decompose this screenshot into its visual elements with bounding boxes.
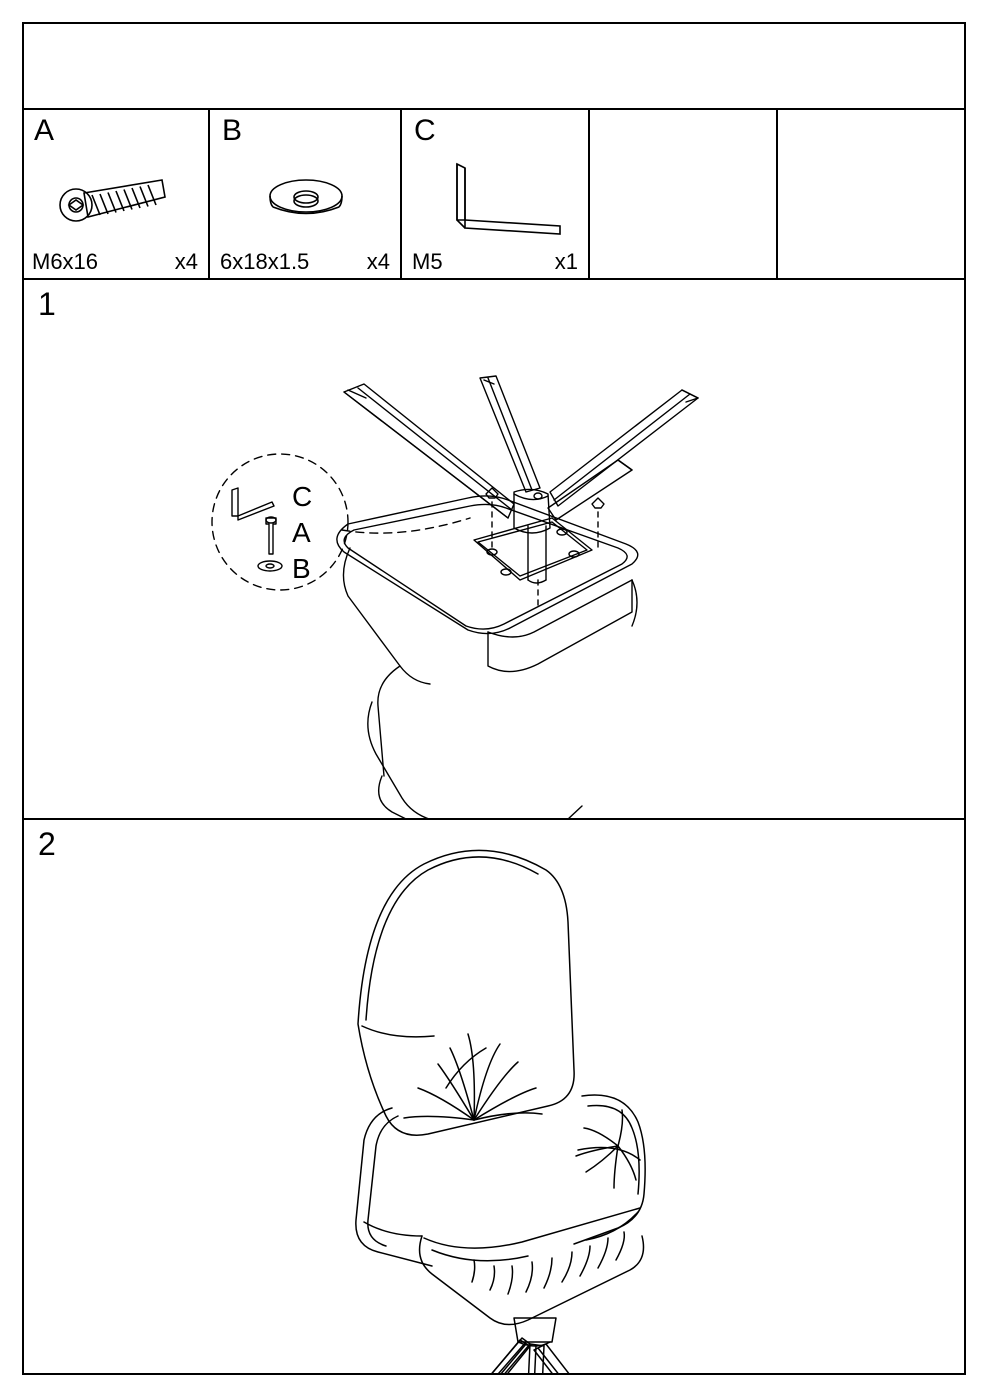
callout-label-c: C bbox=[292, 481, 313, 512]
step-1-illustration bbox=[22, 280, 966, 818]
part-spec-a: M6x16 bbox=[32, 249, 99, 274]
part-cell-c bbox=[402, 110, 590, 278]
parts-list-table bbox=[22, 108, 966, 280]
part-spec-c: M5 bbox=[412, 249, 443, 274]
step-2-number: 2 bbox=[38, 826, 56, 862]
allen-key-icon bbox=[402, 148, 588, 240]
callout-label-b: B bbox=[292, 553, 311, 584]
step-2-illustration bbox=[22, 820, 966, 1375]
part-foot-b bbox=[210, 248, 400, 274]
part-qty-b: x4 bbox=[366, 249, 390, 274]
part-cell-empty-2 bbox=[778, 110, 966, 278]
part-cell-b bbox=[210, 110, 402, 278]
part-foot-c bbox=[402, 248, 588, 274]
part-foot-empty-2 bbox=[778, 248, 966, 274]
hex-socket-bolt-icon bbox=[22, 148, 208, 240]
part-qty-a: x4 bbox=[174, 249, 198, 274]
step-1-number: 1 bbox=[38, 286, 56, 322]
part-letter-b: B bbox=[222, 114, 243, 147]
part-letter-c: C bbox=[414, 114, 436, 147]
callout-label-a: A bbox=[292, 517, 311, 548]
part-spec-b: 6x18x1.5 bbox=[220, 249, 310, 274]
flat-washer-icon bbox=[210, 148, 400, 240]
step-1 bbox=[22, 280, 966, 820]
part-foot-empty-1 bbox=[590, 248, 776, 274]
part-cell-a bbox=[22, 110, 210, 278]
part-letter-a: A bbox=[34, 114, 55, 147]
part-qty-c: x1 bbox=[554, 249, 578, 274]
part-cell-empty-1 bbox=[590, 110, 778, 278]
part-foot-a bbox=[22, 248, 208, 274]
step-2 bbox=[22, 820, 966, 1375]
